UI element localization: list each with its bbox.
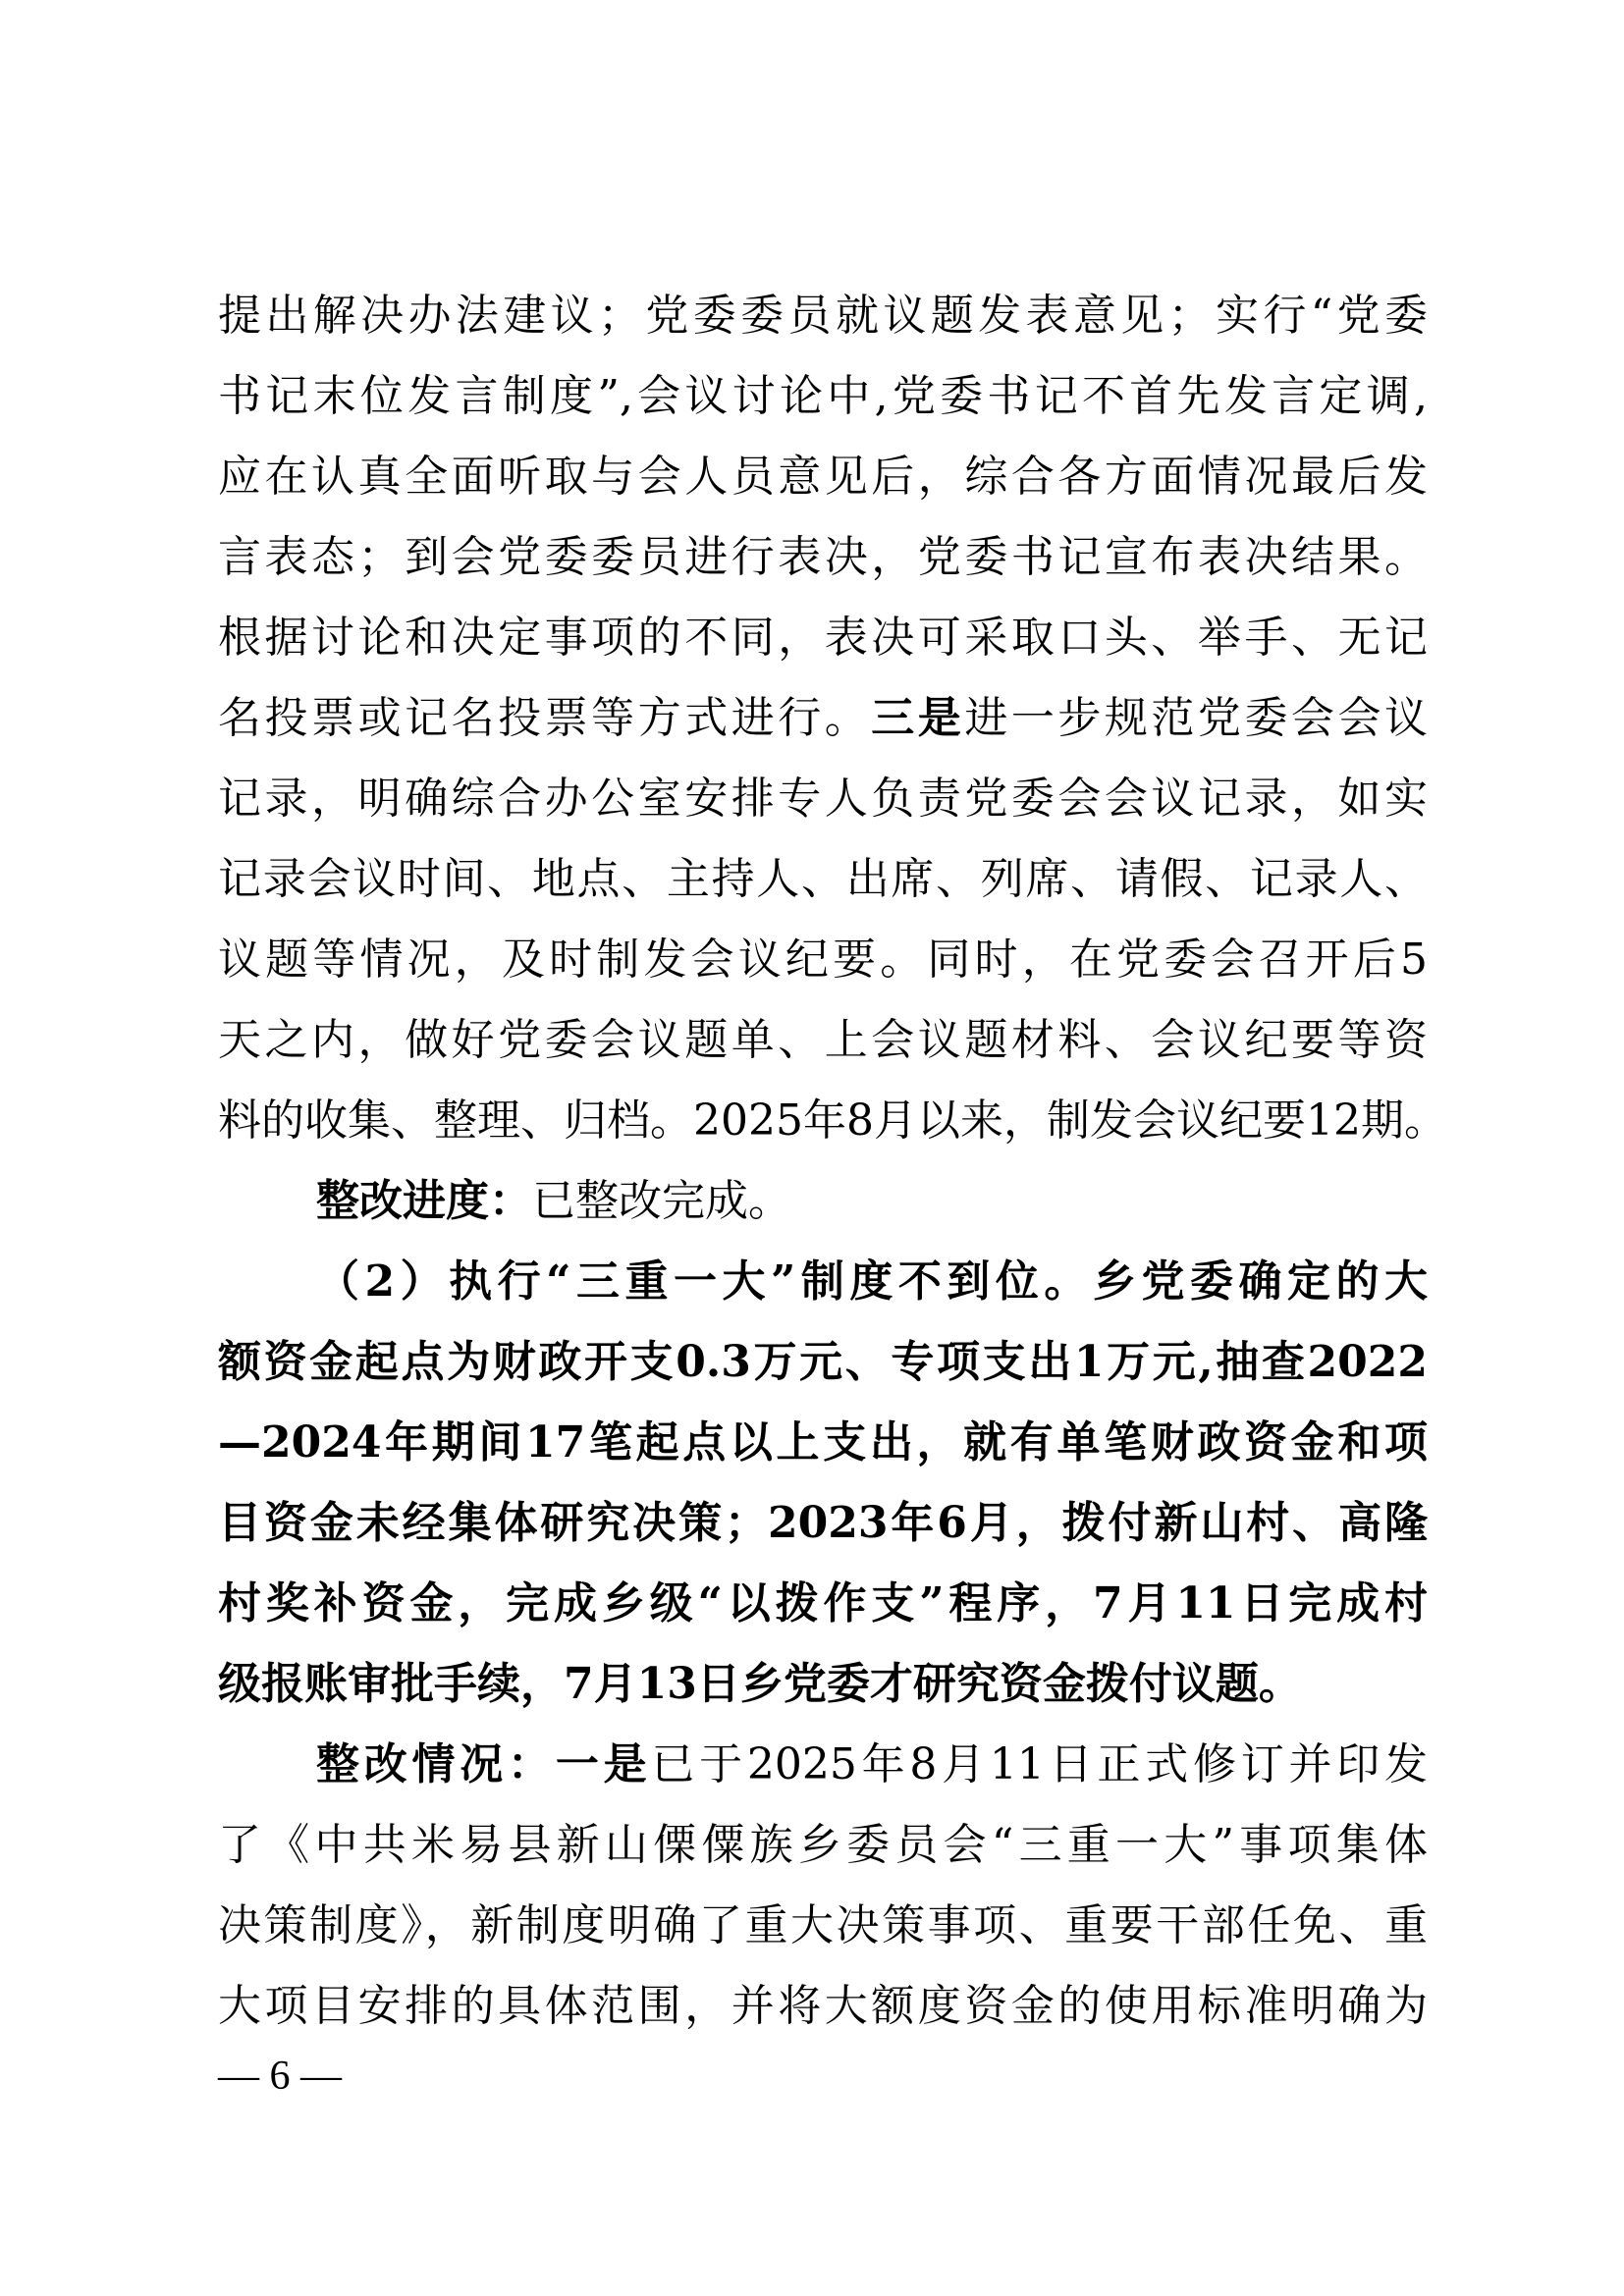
text-segment: 了《中共米易县新山傈僳族乡委员会“三重一大”事项集体 [218, 1820, 1428, 1870]
text-segment: 根据讨论和决定事项的不同，表决可采取口头、举手、无记 [218, 613, 1428, 663]
text-segment: 议题等情况，及时制发会议纪要。同时，在党委会召开后5 [218, 934, 1428, 985]
text-line [218, 1160, 1428, 1243]
text-line [218, 275, 1428, 357]
text-segment: 决策制度》，新制度明确了重大决策事项、重要干部任免、重 [218, 1900, 1428, 1950]
text-segment: 应在认真全面听取与会人员意见后，综合各方面情况最后发 [218, 452, 1428, 502]
text-line [218, 1482, 1428, 1565]
text-segment: 记录会议时间、地点、主持人、出席、列席、请假、记录人、 [218, 854, 1428, 904]
bold-text-segment: 级报账审批手续，7月13日乡党委才研究资金拨付议题。 [218, 1659, 1302, 1709]
text-line [218, 677, 1428, 760]
bold-text-segment: 村奖补资金，完成乡级“以拨作支”程序，7月11日完成村 [218, 1578, 1428, 1629]
text-segment: 书记末位发言制度”,会议讨论中,党委书记不首先发言定调, [218, 371, 1428, 421]
text-line [218, 1965, 1428, 2048]
bold-text-segment: —2024年期间17笔起点以上支出，就有单笔财政资金和项 [218, 1417, 1428, 1468]
text-segment: 言表态；到会党委委员进行表决，党委书记宣布表决结果。 [218, 532, 1428, 582]
bold-text-segment: 三是 [871, 693, 965, 743]
text-line [218, 516, 1428, 599]
text-line [218, 1643, 1428, 1726]
text-line [218, 355, 1428, 438]
text-segment: 大项目安排的具体范围，并将大额度资金的使用标准明确为 [218, 1981, 1428, 2031]
bold-text-segment: 一是 [555, 1739, 652, 1789]
text-segment: 已于2025年8月11日正式修订并印发 [651, 1739, 1429, 1789]
text-line [218, 1804, 1428, 1887]
text-line [218, 1885, 1428, 1967]
bold-text-segment: 整改进度： [316, 1176, 532, 1226]
text-line [218, 999, 1428, 1082]
bold-text-segment: 目资金未经集体研究决策；2023年6月，拨付新山村、高隆 [218, 1498, 1428, 1548]
text-line [218, 436, 1428, 518]
bold-text-segment: （2）执行“三重一大”制度不到位。乡党委确定的大 [316, 1256, 1428, 1307]
text-segment: 已整改完成。 [532, 1176, 791, 1226]
bold-text-segment: 整改情况： [316, 1739, 556, 1789]
text-line [218, 1724, 1428, 1806]
text-line [218, 1321, 1428, 1404]
text-line [218, 919, 1428, 1001]
bold-text-segment: 额资金起点为财政开支0.3万元、专项支出1万元,抽查2022 [218, 1337, 1428, 1387]
text-segment: 天之内，做好党委会议题单、上会议题材料、会议纪要等资 [218, 1015, 1428, 1065]
text-segment: 进一步规范党委会会议 [964, 693, 1429, 743]
text-line [218, 1402, 1428, 1484]
text-line [218, 758, 1428, 840]
page-number: — 6 — [218, 2054, 342, 2099]
text-segment: 名投票或记名投票等方式进行。 [218, 693, 872, 743]
text-line [218, 838, 1428, 921]
text-line [218, 1241, 1428, 1323]
text-segment: 料的收集、整理、归档。2025年8月以来，制发会议纪要12期。 [218, 1095, 1447, 1146]
text-segment: 提出解决办法建议；党委委员就议题发表意见；实行“党委 [218, 291, 1428, 341]
text-line [218, 1563, 1428, 1645]
text-line [218, 597, 1428, 679]
text-segment: 记录，明确综合办公室安排专人负责党委会会议记录，如实 [218, 774, 1428, 824]
text-line [218, 1080, 1447, 1162]
